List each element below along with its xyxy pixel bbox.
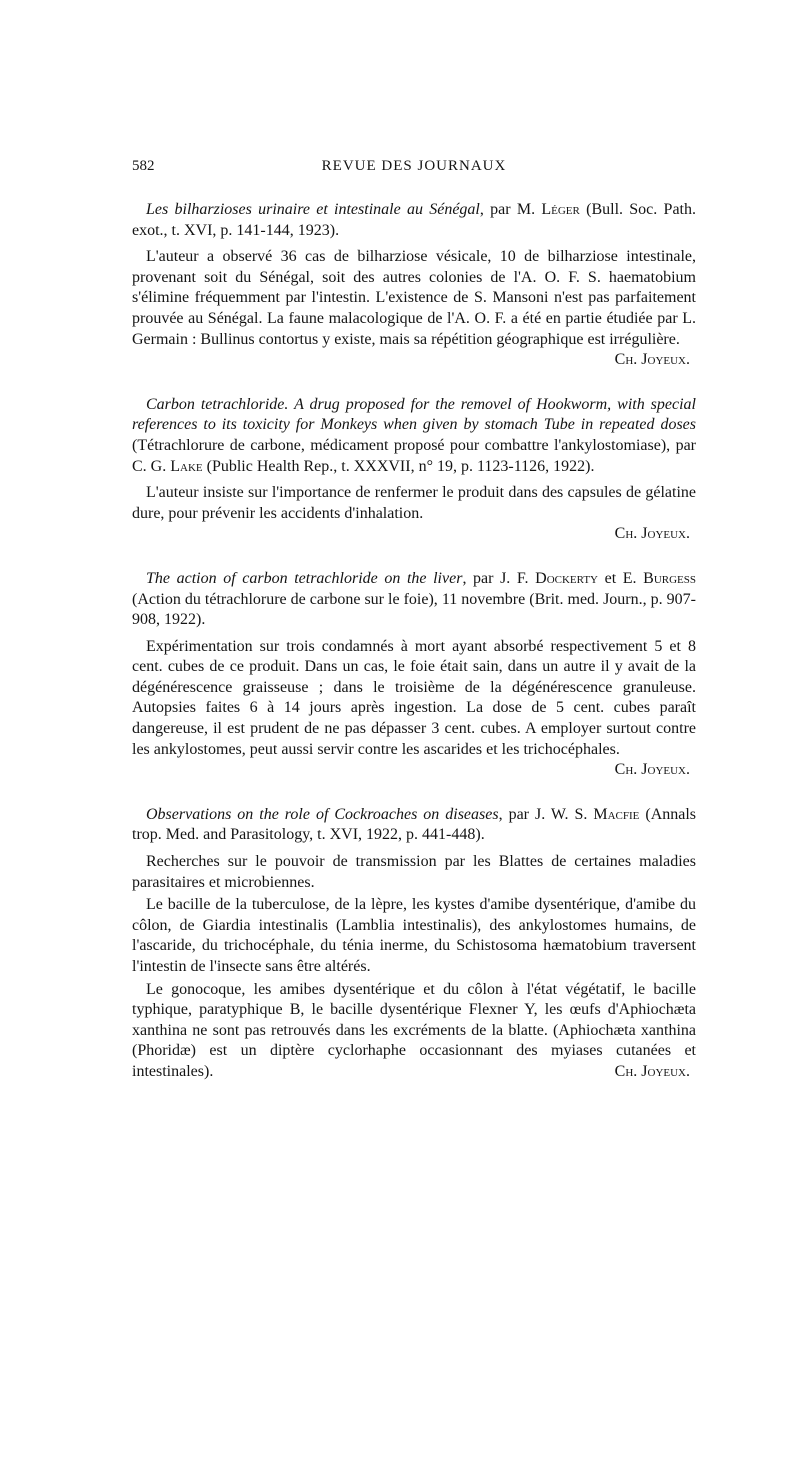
- bibliographic-reference: [132, 395, 696, 477]
- review-entry: [132, 805, 696, 1083]
- abstract-paragraph: [132, 637, 696, 779]
- abstract-paragraph: Le bacille de la tuberculose, de la lèpre, les kystes d'amibe dysentérique, d'amibe du côlon, de Giardia intestinalis (Lamblia intestinalis), des ankylostomes humains, de l'ascaride, du trichocéphale, du ténia inerme, du Schistosoma hæmatobium traversent l'intestin de l'insecte sans être altérés.: [132, 896, 696, 975]
- reference-text: et E.: [598, 569, 644, 587]
- reviewer-signature: Ch. Joyeux.: [614, 525, 690, 543]
- abstract: [132, 483, 696, 524]
- author-name: Léger: [541, 201, 580, 218]
- article-title: Observations on the role of Cockroaches on diseases: [146, 805, 499, 823]
- abstract: [132, 852, 696, 1083]
- abstract: [132, 637, 696, 781]
- review-entry: [132, 200, 696, 371]
- reviewer-signature: Ch. Joyeux.: [614, 761, 690, 779]
- author-name: Dockerty: [535, 569, 598, 587]
- bibliographic-reference: [132, 200, 696, 241]
- page-number: 582: [132, 158, 155, 174]
- journal-page: [0, 158, 800, 1462]
- abstract: [132, 247, 696, 350]
- reference-text: , par J. W. S.: [498, 805, 594, 823]
- abstract-paragraph: Recherches sur le pouvoir de transmission par les Blattes de certaines maladies parasitaires et microbiennes.: [132, 853, 696, 891]
- abstract-paragraph: [132, 980, 696, 1083]
- review-entry: [132, 395, 696, 545]
- bibliographic-reference: [132, 805, 696, 846]
- reference-text: (Tétrachlorure de carbone, médicament proposé pour combattre l'ankylostomiase), par C. G.: [132, 436, 696, 475]
- article-title: Carbon tetrachloride. A drug proposed for the removel of Hookworm, with special references to its toxicity for Monkeys when given by stomach Tube in repeated doses: [132, 395, 696, 434]
- reference-text: , par M.: [479, 201, 542, 218]
- reference-details: (Annals trop. Med. and Parasitology, t. XVI, 1922, p. 441-448).: [132, 805, 697, 844]
- reference-details: (Public Health Rep., t. XXXVII, n° 19, p. 1123-1126, 1922).: [202, 457, 595, 475]
- abstract-text: Le gonocoque, les amibes dysentérique et du côlon à l'état végétatif, le bacille typhique, paratyphique B, le bacille dysentérique Flexner Y, les œufs d'Aphiochæta xanthina ne sont pas retrouvés dans les excréments de la blatte. (Aphiochæta xanthina (Phoridæ) est un diptère cyclorhaphe occasionnant des myiases cutanées et intestinales).: [132, 980, 696, 1080]
- review-entry: [132, 569, 696, 781]
- abstract-paragraph: L'auteur a observé 36 cas de bilharziose vésicale, 10 de bilharziose intestinale, provenant soit du Sénégal, soit des autres colonies de l'A. O. F. S. haematobium s'élimine fréquemment par l'intestin. L'existence de S. Mansoni n'est pas parfaitement prouvée au Sénégal. La faune malacologique de l'A. O. F. a été en partie étudiée par L. Germain : Bullinus contortus y existe, mais sa répétition géographique est irrégulière.: [132, 248, 696, 348]
- article-title: Les bilharzioses urinaire et intestinale au Sénégal: [146, 201, 480, 218]
- reviewer-signature: Ch. Joyeux.: [614, 1062, 690, 1080]
- reference-text: , par J. F.: [462, 569, 536, 587]
- reference-details: (Bull. Soc. Path. exot., t. XVI, p. 141-144, 1923).: [132, 201, 697, 239]
- article-title: The action of carbon tetrachloride on the liver: [146, 569, 463, 587]
- running-head: REVUE DES JOURNAUX: [321, 158, 507, 174]
- reference-details: (Action du tétrachlorure de carbone sur le foie), 11 novembre (Brit. med. Journ., p. 907-908, 1922).: [132, 590, 696, 629]
- page-header: [132, 158, 696, 178]
- abstract-text: Expérimentation sur trois condamnés à mort ayant absorbé respectivement 5 et 8 cent. cubes de ce produit. Dans un cas, le foie était sain, dans un autre il y avait de la dégénérescence graisseuse ; dans le troisième de la dégénérescence granuleuse. Autopsies faites 6 à 14 jours après ingestion. La dose de 5 cent. cubes paraît dangereuse, il est prudent de ne pas dépasser 3 cent. cubes. A employer surtout contre les ankylostomes, peut aussi servir contre les ascarides et les trichocéphales.: [132, 637, 696, 758]
- author-name: Lake: [170, 457, 203, 475]
- bibliographic-reference: [132, 569, 696, 631]
- author-name: Burgess: [643, 569, 697, 587]
- author-name: Macfie: [593, 805, 640, 823]
- abstract-paragraph: L'auteur insiste sur l'importance de renfermer le produit dans des capsules de gélatine dure, pour prévenir les accidents d'inhalation.: [132, 484, 696, 522]
- reviewer-signature: Ch. Joyeux.: [614, 351, 690, 369]
